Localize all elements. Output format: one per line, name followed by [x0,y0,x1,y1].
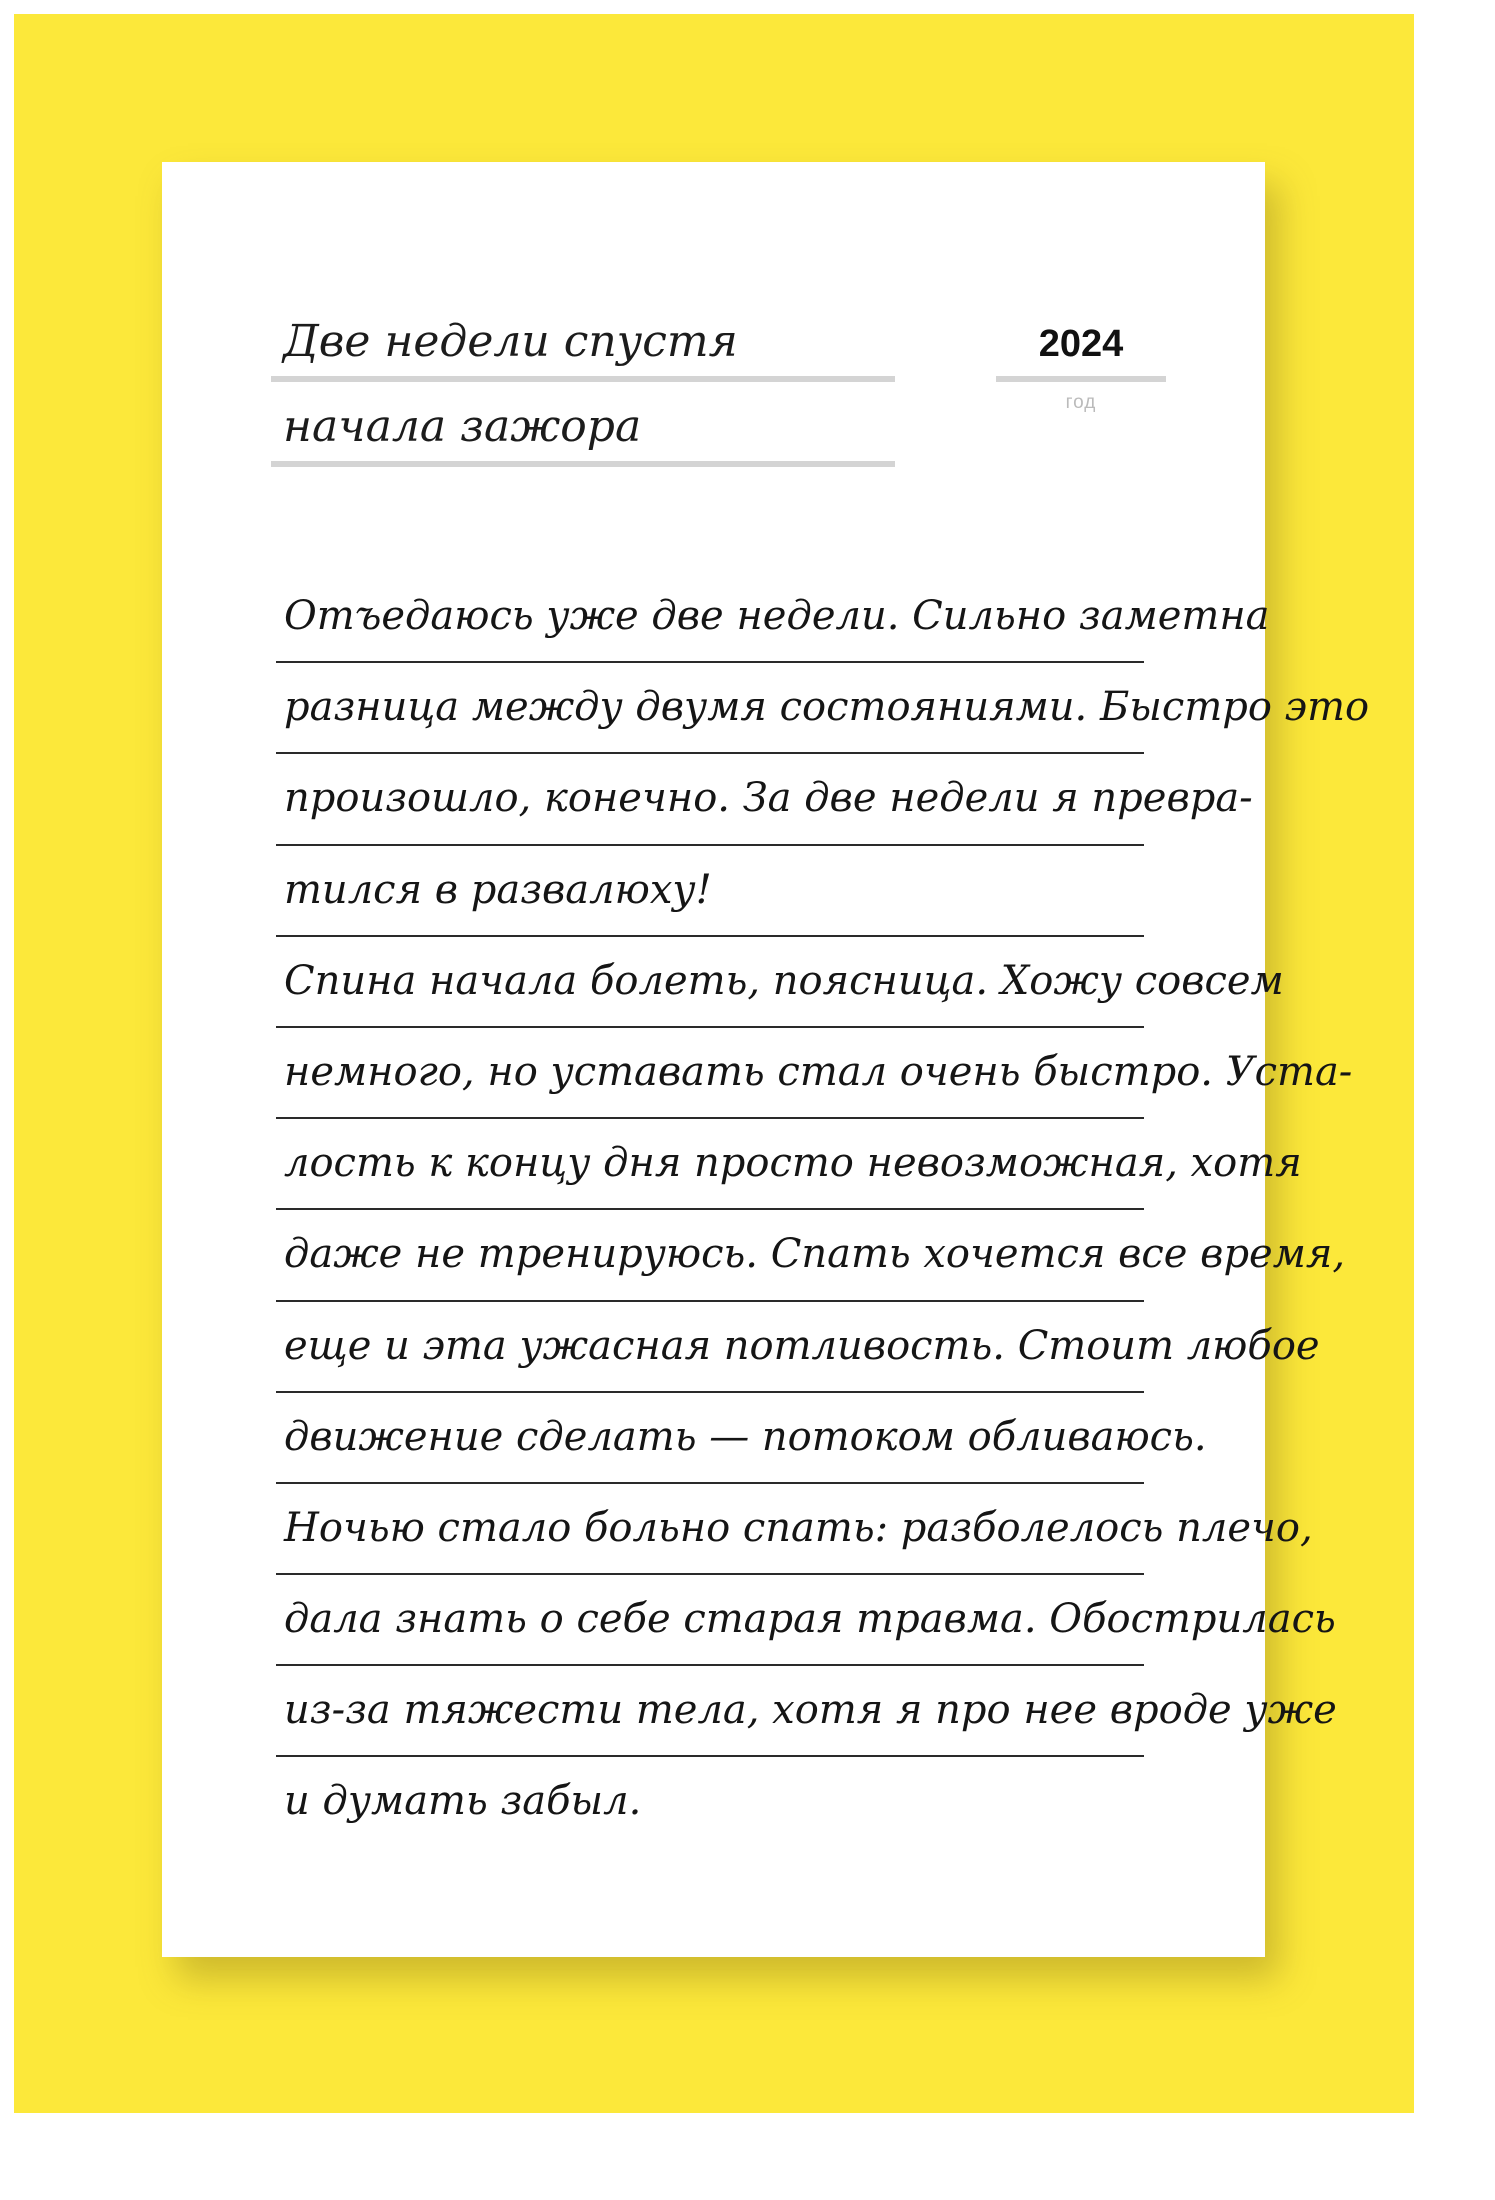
text-line: произошло, конечно. За две недели я превра- [276,754,1144,845]
text-line: Отъедаюсь уже две недели. Сильно заметна [276,572,1144,663]
text-line: разница между двумя состояниями. Быстро это [276,663,1144,754]
text-line: немного, но уставать стал очень быстро. Уста- [276,1028,1144,1119]
year-label: год [1065,392,1097,413]
text-line: Спина начала болеть, поясница. Хожу совсем [276,937,1144,1028]
text-line: дала знать о себе старая травма. Обострилась [276,1575,1144,1666]
text-line: и думать забыл. [284,1778,642,1825]
diary-card [162,162,1370,1957]
text-line: даже не тренируюсь. Спать хочется все время, [276,1210,1144,1301]
text-line: из-за тяжести тела, хотя я про нее вроде уже [276,1666,1144,1757]
text-line: еще и эта ужасная потливость. Стоит любое [276,1302,1144,1393]
year-value: 2024 [996,312,1166,382]
title-line-1: Две недели спустя [271,312,895,382]
text-line: Ночью стало больно спать: разболелось плечо, [276,1484,1144,1575]
text-line: лость к концу дня просто невозможная, хотя [276,1119,1144,1210]
text-line: тился в развалюху! [276,846,1144,937]
title-line-2: начала зажора [271,397,895,467]
text-line: движение сделать — потоком обливаюсь. [276,1393,1144,1484]
diary-text [276,572,1370,1849]
